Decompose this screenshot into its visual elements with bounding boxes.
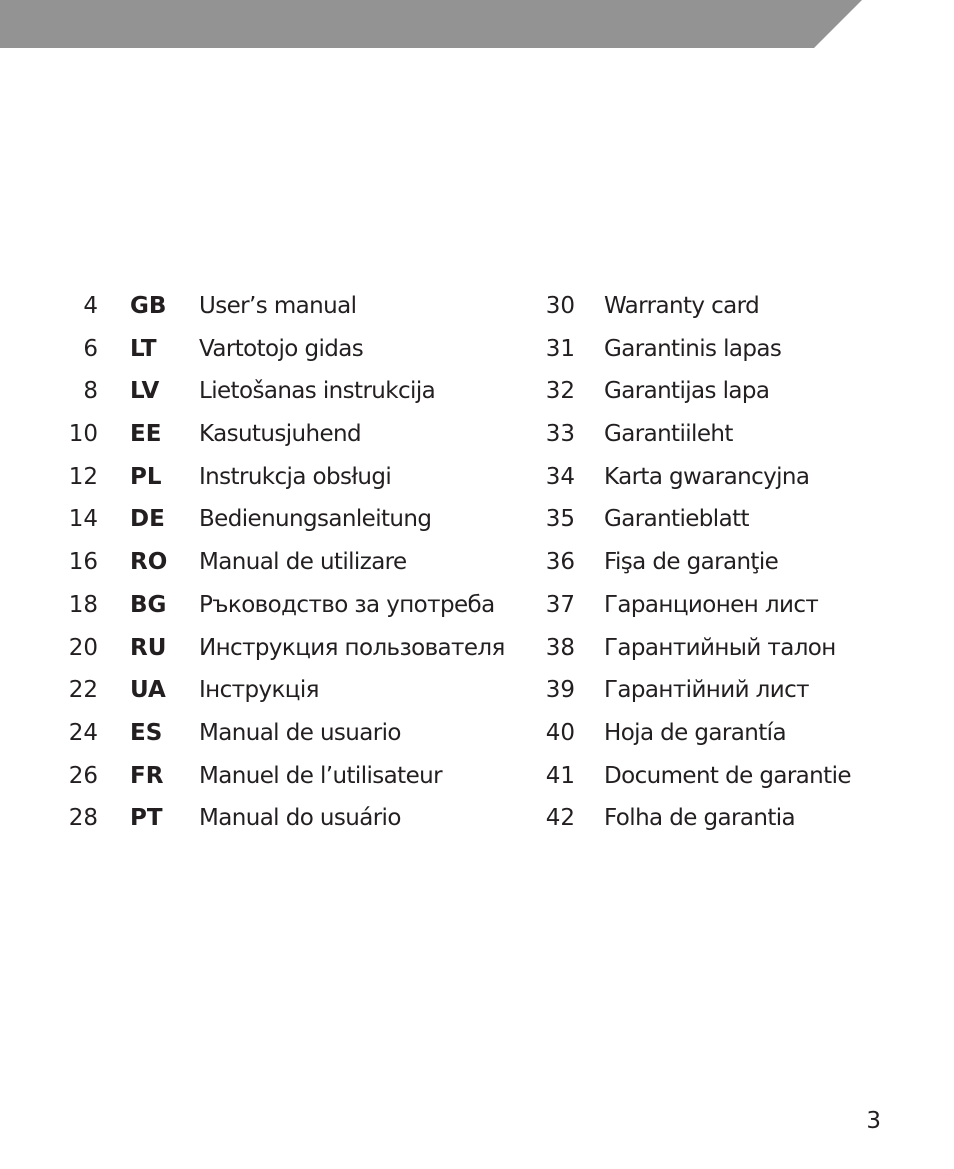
page-ref: 30 [545,293,575,319]
manual-title: Vartotojo gidas [199,335,364,362]
manual-title: Ръководство за употреба [199,591,495,618]
language-code: BG [130,591,167,618]
language-code: DE [130,506,165,533]
manual-title: Manual de utilizare [199,549,407,576]
manual-title: Kasutusjuhend [199,421,361,448]
language-code: FR [130,762,164,789]
warranty-title: Garantinis lapas [604,335,782,362]
language-code: PL [130,463,162,490]
header-band [0,0,862,48]
page-ref: 36 [545,549,575,576]
manual-title: Інструкція [199,677,319,704]
page-ref: 8 [83,378,98,405]
page-number: 3 [866,1108,881,1134]
manual-title: Manual de usuario [199,719,401,746]
warranty-title: Hoja de garantía [604,719,786,746]
language-code: RU [130,634,167,661]
manual-title: User’s manual [199,293,357,319]
language-code: RO [130,549,168,576]
language-code: EE [130,421,162,448]
page-ref: 18 [68,591,98,618]
manual-title: Bedienungsanleitung [199,506,432,533]
page-ref: 6 [83,335,98,362]
manual-title: Manual do usuário [199,805,401,832]
page-ref: 38 [545,634,575,661]
warranty-title: Fişa de garanţie [604,549,779,576]
page-ref: 22 [68,677,98,704]
page-ref: 24 [68,719,98,746]
language-code: ES [130,719,163,746]
page-ref: 34 [545,463,575,490]
page-ref: 4 [83,293,98,319]
manual-title: Manuel de l’utilisateur [199,762,442,789]
page-ref: 40 [545,719,575,746]
page-ref: 16 [68,549,98,576]
page-ref: 33 [545,421,575,448]
language-code: LV [130,378,160,405]
page-ref: 39 [545,677,575,704]
warranty-title: Karta gwarancyjna [604,463,810,490]
page-ref: 42 [545,805,575,832]
warranty-title: Гарантийный талон [604,634,836,661]
page-ref: 20 [68,634,98,661]
page-ref: 26 [68,762,98,789]
page-ref: 41 [545,762,575,789]
page-ref: 10 [68,421,98,448]
manual-title: Instrukcja obsługi [199,463,392,490]
manual-title: Инструкция пользователя [199,634,505,661]
warranty-title: Garantieblatt [604,506,749,533]
page-ref: 12 [68,463,98,490]
warranty-title: Garantijas lapa [604,378,770,405]
warranty-title: Folha de garantia [604,805,796,832]
page-ref: 37 [545,591,575,618]
language-code: GB [130,293,167,319]
language-code: PT [130,805,163,832]
page-ref: 28 [68,805,98,832]
warranty-title: Гарантійний лист [604,677,809,704]
language-code: UA [130,677,166,704]
page-ref: 14 [68,506,98,533]
manual-title: Lietošanas instrukcija [199,378,436,405]
warranty-title: Document de garantie [604,762,851,789]
page-ref: 32 [545,378,575,405]
warranty-title: Warranty card [604,293,760,319]
warranty-title: Гаранционен лист [604,591,819,618]
language-code: LT [130,335,157,362]
warranty-title: Garantiileht [604,421,733,448]
page-ref: 35 [545,506,575,533]
page-ref: 31 [545,335,575,362]
